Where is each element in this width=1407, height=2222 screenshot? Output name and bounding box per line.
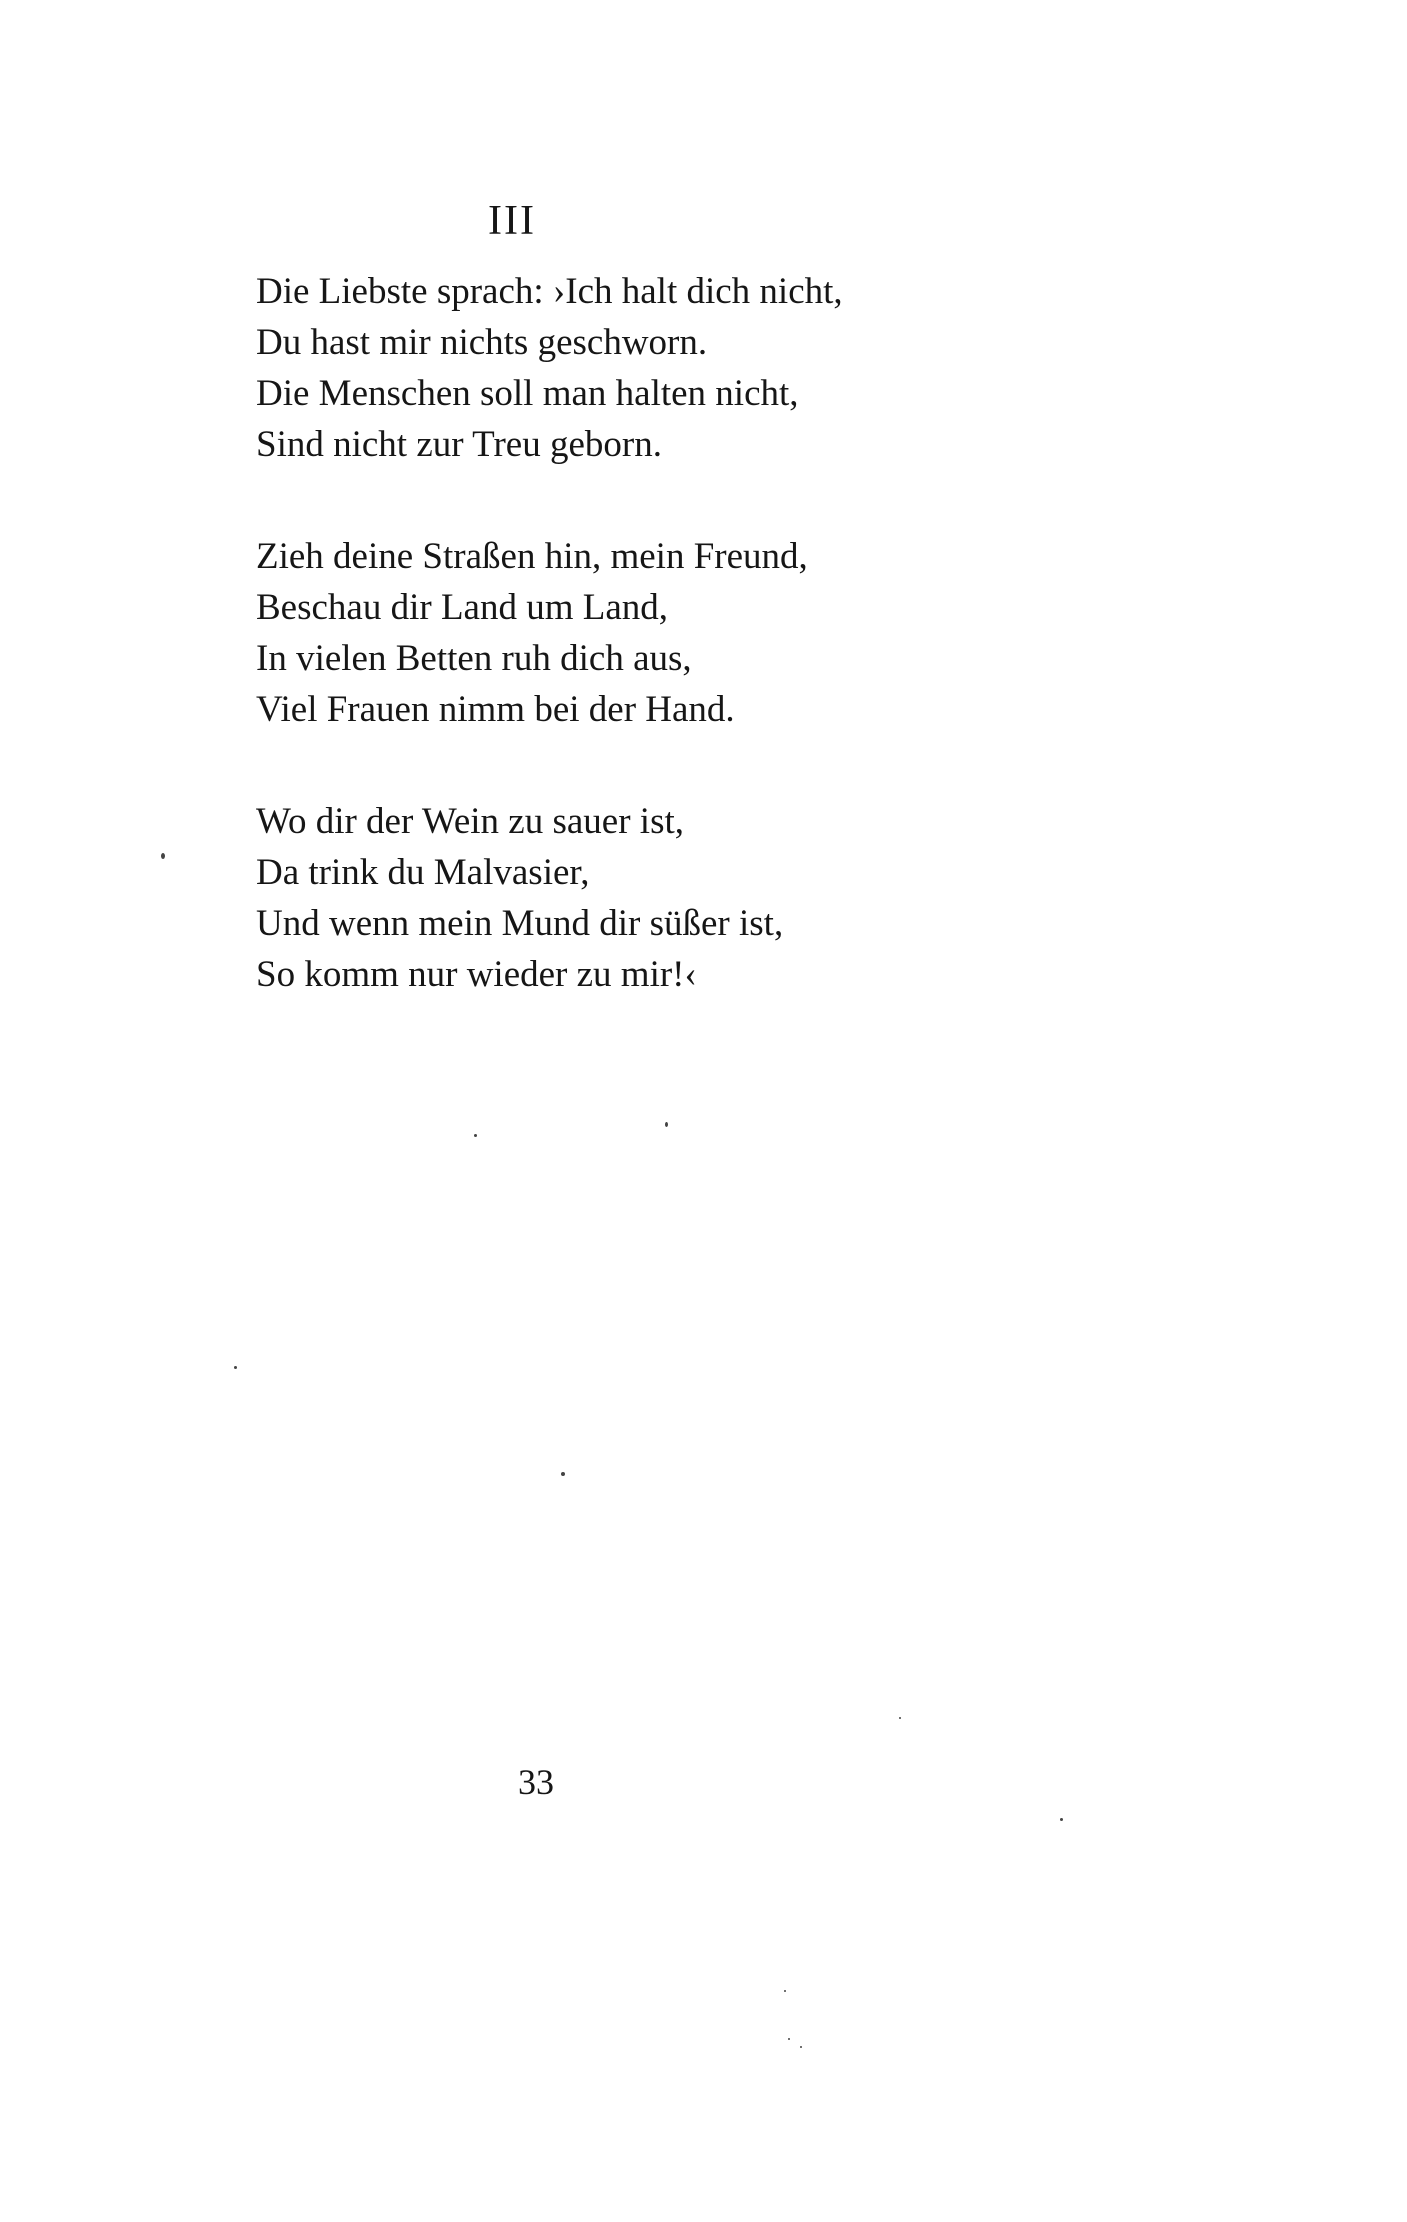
scan-speck [474,1134,477,1137]
poem-line: So komm nur wieder zu mir!‹ [256,954,697,995]
poem-line: Die Liebste sprach: ›Ich halt dich nicht, [256,271,843,312]
poem-line: In vielen Betten ruh dich aus, [256,638,692,679]
poem-line: Viel Frauen nimm bei der Hand. [256,689,735,730]
poem-line: Beschau dir Land um Land, [256,587,669,628]
stanza [256,266,1256,470]
scan-speck [784,1990,786,1992]
scan-speck [665,1122,668,1127]
scan-speck [788,2038,790,2040]
stanza [256,531,1256,735]
poem-line: Wo dir der Wein zu sauer ist, [256,801,684,842]
scan-speck [899,1717,901,1719]
scan-speck [1060,1818,1063,1821]
poem-line: Du hast mir nichts geschworn. [256,322,708,363]
scan-speck [800,2046,802,2048]
poem-line: Und wenn mein Mund dir süßer ist, [256,903,784,944]
scan-speck [561,1472,565,1476]
poem [256,266,1256,1061]
poem-line: Da trink du Malvasier, [256,852,590,893]
section-number: III [488,198,536,244]
stanza [256,796,1256,1000]
page-number: 33 [518,1762,554,1802]
poem-line: Die Menschen soll man halten nicht, [256,373,799,414]
poem-line: Sind nicht zur Treu geborn. [256,424,662,465]
poem-line: Zieh deine Straßen hin, mein Freund, [256,536,808,577]
scan-speck [234,1366,237,1369]
scan-speck [161,853,165,859]
